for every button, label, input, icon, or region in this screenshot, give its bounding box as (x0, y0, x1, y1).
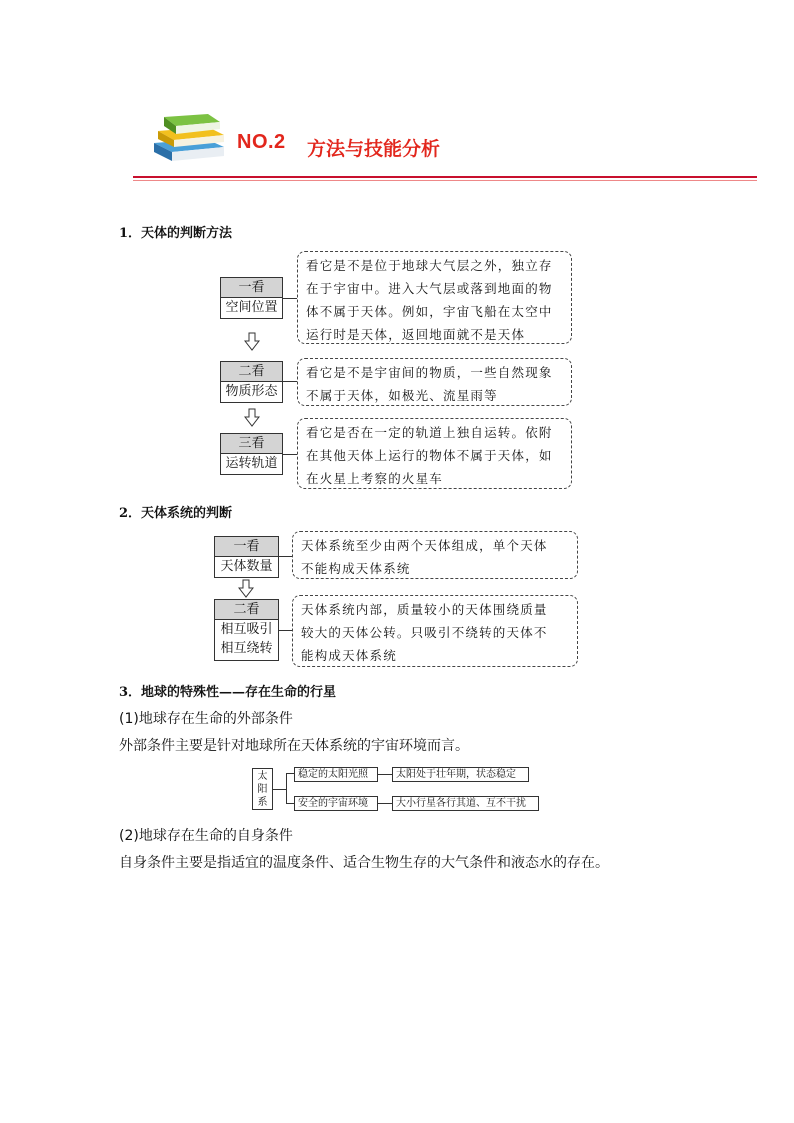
step-head: 二看 (221, 362, 282, 382)
connector (283, 381, 297, 382)
text-line: 在火星上考察的火星车 (306, 471, 444, 486)
sun-state-box: 太阳处于壮年期，状态稳定 (392, 767, 529, 782)
connector (378, 803, 392, 804)
text-line: 看它是否在一定的轨道上独自运转。依附 (306, 425, 553, 440)
text-line: 天体系统至少由两个天体组成，单个天体 (301, 538, 548, 553)
step-body: 运转轨道 (225, 456, 278, 471)
heading-celestial-body-judgment: 1．天体的判断方法 (119, 226, 233, 241)
stable-sunlight-box: 稳定的太阳光照 (294, 767, 378, 782)
step-box-material-form (220, 361, 283, 403)
step-body: 物质形态 (225, 384, 278, 399)
text-line: 不能构成天体系统 (301, 561, 411, 576)
text-line: 在其他天体上运行的物体不属于天体，如 (306, 448, 553, 463)
down-arrow-icon (238, 579, 254, 599)
root-char: 太 (257, 771, 268, 782)
connector (286, 773, 294, 774)
explanation-box-material-form (297, 358, 572, 406)
text-line: 较大的天体公转。只吸引不绕转的天体不 (301, 625, 548, 640)
text-line: 天体系统内部，质量较小的天体围绕质量 (301, 602, 548, 617)
step-body: 相互绕转 (220, 641, 273, 656)
solar-system-box (252, 768, 273, 810)
books-icon (150, 105, 230, 165)
connector (279, 556, 292, 557)
explanation-box-orbit (297, 418, 572, 489)
heading-celestial-system-judgment: 2．天体系统的判断 (119, 506, 233, 521)
header-divider (133, 176, 757, 178)
text-line: 不属于天体，如极光、流星雨等 (306, 388, 498, 403)
down-arrow-icon (244, 408, 260, 428)
text-line: 体不属于天体。例如，宇宙飞船在太空中 (306, 304, 553, 319)
step-head: 一看 (215, 537, 278, 557)
heading-earth-uniqueness: 3．地球的特殊性——存在生命的行星 (119, 685, 337, 700)
step-body: 天体数量 (220, 559, 273, 574)
paragraph-external-conditions: 外部条件主要是针对地球所在天体系统的宇宙环境而言。 (119, 738, 469, 754)
step-body: 相互吸引 (220, 622, 273, 637)
step-box-mutual-attraction (214, 599, 279, 661)
section-number: NO.2 (237, 131, 286, 153)
connector (286, 803, 294, 804)
section-title: 方法与技能分析 (307, 138, 441, 160)
step-head: 一看 (221, 278, 282, 298)
connector (279, 630, 292, 631)
books-logo (150, 105, 230, 165)
root-char: 系 (257, 797, 268, 808)
connector (273, 789, 286, 790)
subheading-external-conditions: (1)地球存在生命的外部条件 (119, 711, 293, 727)
explanation-box-mutual-attraction (292, 595, 578, 667)
text-line: 运行时是天体，返回地面就不是天体 (306, 327, 526, 342)
step-box-body-count (214, 536, 279, 578)
explanation-box-body-count (292, 531, 578, 579)
text-line: 能构成天体系统 (301, 648, 397, 663)
step-head: 三看 (221, 434, 282, 454)
connector (283, 298, 297, 299)
connector (378, 774, 392, 775)
header-divider-thin (133, 180, 757, 181)
down-arrow-icon (244, 332, 260, 352)
text-line: 看它是不是宇宙间的物质，一些自然现象 (306, 365, 553, 380)
connector (286, 773, 287, 804)
step-box-orbit (220, 433, 283, 475)
safe-environment-box: 安全的宇宙环境 (294, 796, 378, 811)
explanation-box-space-position (297, 251, 572, 344)
step-box-space-position (220, 277, 283, 319)
planet-orbits-box: 大小行星各行其道、互不干扰 (392, 796, 539, 811)
text-line: 在于宇宙中。进入大气层或落到地面的物 (306, 281, 553, 296)
paragraph-internal-conditions: 自身条件主要是指适宜的温度条件、适合生物生存的大气条件和液态水的存在。 (119, 855, 609, 871)
step-head: 二看 (215, 600, 278, 620)
connector (283, 454, 297, 455)
text-line: 看它是不是位于地球大气层之外，独立存 (306, 258, 553, 273)
step-body: 空间位置 (225, 300, 278, 315)
root-char: 阳 (257, 784, 268, 795)
subheading-internal-conditions: (2)地球存在生命的自身条件 (119, 828, 293, 844)
